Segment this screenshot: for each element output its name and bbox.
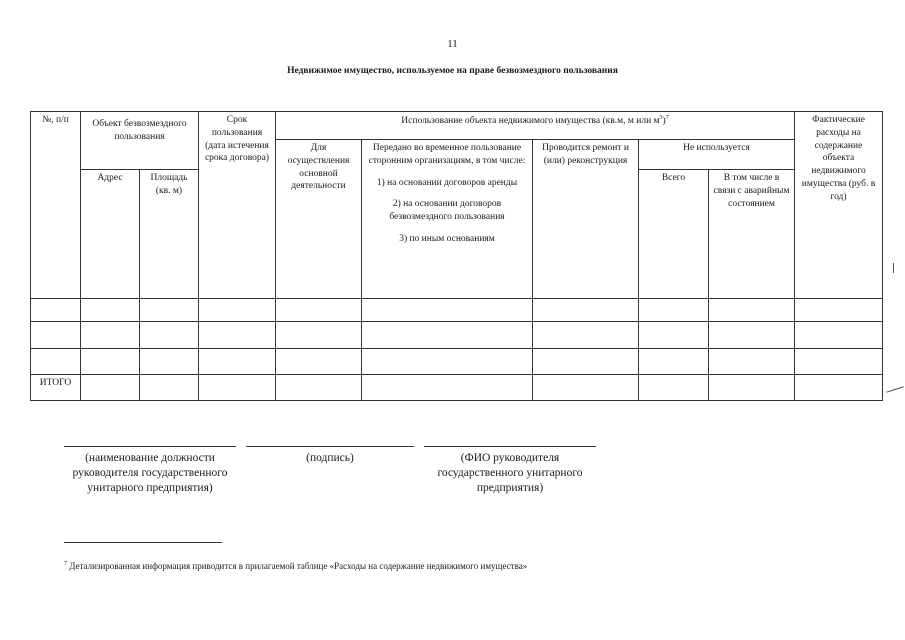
- property-table: [30, 111, 883, 401]
- table-cell[interactable]: [709, 375, 795, 401]
- table-cell[interactable]: [709, 349, 795, 375]
- table-cell[interactable]: [533, 375, 639, 401]
- table-cell[interactable]: [140, 375, 199, 401]
- table-cell[interactable]: [199, 299, 276, 322]
- header-transfer-3: 3) по иным основаниям: [399, 234, 495, 245]
- table-cell[interactable]: [362, 322, 533, 349]
- table-cell[interactable]: [795, 349, 883, 375]
- scan-artifact: [886, 386, 903, 393]
- footnote-divider: [64, 542, 222, 543]
- header-costs: Фактические расходы на содержание объекта недвижимого имущества (руб. в год): [795, 112, 883, 299]
- table-cell[interactable]: [81, 349, 140, 375]
- table-cell[interactable]: [276, 349, 362, 375]
- footnote: [64, 561, 527, 571]
- signature-line-position[interactable]: [64, 446, 236, 447]
- table-row: [31, 322, 883, 349]
- signature-caption-name: (ФИО руководителя государственного унитарного предприятия): [437, 452, 583, 494]
- table-cell[interactable]: [362, 375, 533, 401]
- header-term: Срок пользования (дата истечения срока договора): [199, 112, 276, 299]
- header-usage-sup: 3: [659, 115, 663, 121]
- page-number: 11: [447, 38, 458, 50]
- header-object: Объект безвозмездного пользования: [81, 112, 199, 170]
- scan-artifact: [893, 263, 894, 273]
- table-cell[interactable]: [140, 299, 199, 322]
- header-transfer-intro: Передано во временное пользование сторонним организациям, в том числе:: [368, 143, 526, 166]
- header-transfer: [362, 140, 533, 299]
- header-transfer-1: 1) на основании договоров аренды: [376, 177, 518, 188]
- header-row-number: №, п/п: [31, 112, 81, 299]
- table-cell[interactable]: [81, 322, 140, 349]
- table-cell[interactable]: [276, 322, 362, 349]
- header-unused: Не используется: [639, 140, 795, 170]
- table-cell[interactable]: [533, 349, 639, 375]
- header-address: Адрес: [81, 170, 140, 299]
- property-table-container: [30, 111, 883, 401]
- signature-line-name[interactable]: [424, 446, 596, 447]
- header-usage-tail: ): [662, 116, 666, 127]
- header-area: Площадь (кв. м): [140, 170, 199, 299]
- header-usage-text: Использование объекта недвижимого имущества (кв.м, м или м: [401, 116, 660, 127]
- table-cell[interactable]: [795, 322, 883, 349]
- table-cell[interactable]: [140, 322, 199, 349]
- total-label: ИТОГО: [31, 375, 81, 401]
- table-cell[interactable]: [276, 299, 362, 322]
- table-cell[interactable]: [709, 322, 795, 349]
- table-cell[interactable]: [533, 322, 639, 349]
- table-cell[interactable]: [140, 349, 199, 375]
- header-unused-total: Всего: [639, 170, 709, 299]
- table-cell[interactable]: [81, 299, 140, 322]
- table-cell[interactable]: [31, 299, 81, 322]
- footnote-mark: 7: [64, 561, 67, 567]
- total-row: [31, 375, 883, 401]
- header-usage-footnote-mark: 7: [665, 115, 669, 121]
- header-own-use: Для осуществления основной деятельности: [276, 140, 362, 299]
- header-repair: Проводится ремонт и (или) реконструкция: [533, 140, 639, 299]
- header-usage: [276, 112, 795, 140]
- table-cell[interactable]: [276, 375, 362, 401]
- header-transfer-2: 2) на основании договоров безвозмездного пользования: [389, 199, 505, 223]
- signature-line-signature[interactable]: [246, 446, 414, 447]
- table-cell[interactable]: [31, 322, 81, 349]
- table-cell[interactable]: [199, 375, 276, 401]
- table-cell[interactable]: [639, 375, 709, 401]
- table-cell[interactable]: [639, 322, 709, 349]
- table-cell[interactable]: [533, 299, 639, 322]
- table-cell[interactable]: [639, 299, 709, 322]
- document-title: Недвижимое имущество, используемое на праве безвозмездного пользования: [287, 66, 618, 76]
- table-cell[interactable]: [199, 322, 276, 349]
- table-row: [31, 299, 883, 322]
- table-cell[interactable]: [81, 375, 140, 401]
- table-cell[interactable]: [362, 349, 533, 375]
- table-cell[interactable]: [795, 299, 883, 322]
- table-cell[interactable]: [199, 349, 276, 375]
- table-cell[interactable]: [362, 299, 533, 322]
- signature-caption-signature: (подпись): [306, 452, 354, 464]
- table-row: [31, 349, 883, 375]
- signature-caption-position: (наименование должности руководителя государственного унитарного предприятия): [72, 452, 228, 494]
- table-cell[interactable]: [709, 299, 795, 322]
- footnote-text: Детализированная информация приводится в прилагаемой таблице «Расходы на содержание недвижимого имущества»: [67, 561, 528, 571]
- table-cell[interactable]: [639, 349, 709, 375]
- table-cell[interactable]: [31, 349, 81, 375]
- table-cell[interactable]: [795, 375, 883, 401]
- header-unused-emergency: В том числе в связи с аварийным состоянием: [709, 170, 795, 299]
